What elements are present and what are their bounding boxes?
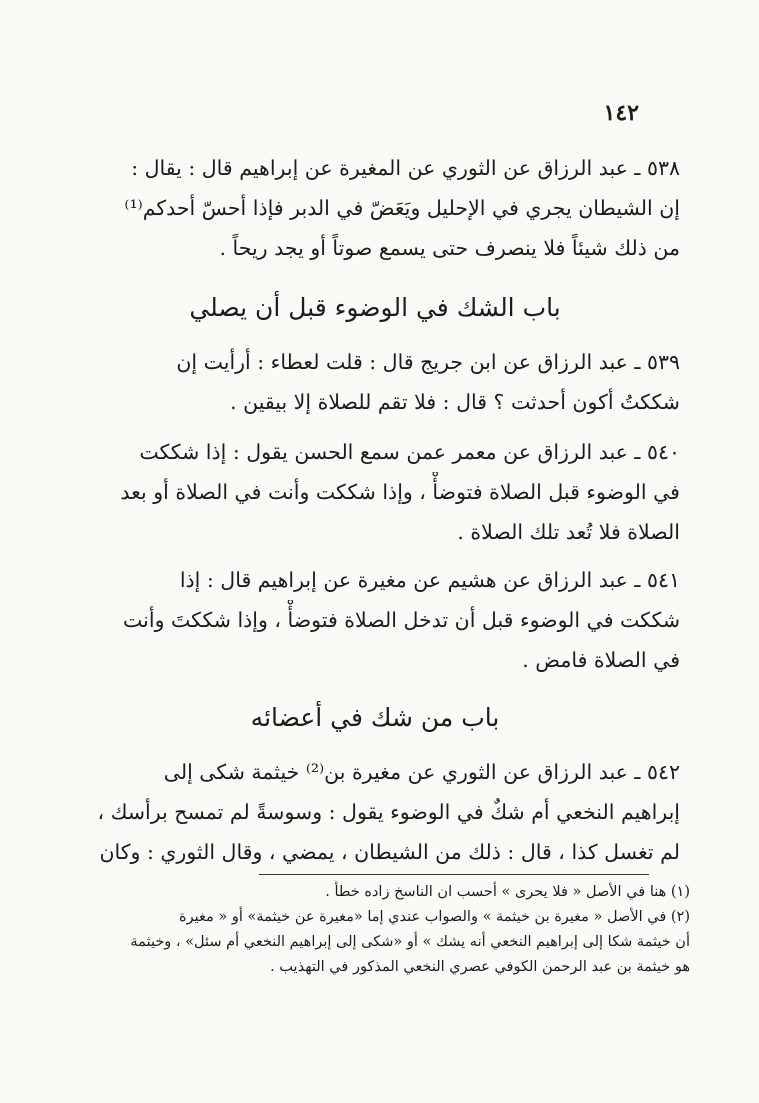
- paragraph-line: ٥٤١ ـ عبد الرزاق عن هشيم عن مغيرة عن إبراهيم قال : إذا: [179, 568, 680, 592]
- section-heading-doubt-in-limbs: باب من شك في أعضائه: [250, 703, 500, 732]
- paragraph-line: شككت في الوضوء قبل أن تدخل الصلاة فتوضأْ ، وإذا شككتَ وأنت: [123, 608, 680, 632]
- footnote-divider: [259, 874, 649, 875]
- paragraph-line: إبراهيم النخعي أم شكٌ في الوضوء يقول : وسوسةً لم تمسح برأسك ،: [97, 800, 680, 824]
- paragraph-line: في الصلاة فامض .: [522, 648, 680, 672]
- paragraph-line: ٥٤٢ ـ عبد الرزاق عن الثوري عن مغيرة بن⁽²⁾ خيثمة شكى إلى: [163, 760, 680, 784]
- paragraph-line: إن الشيطان يجري في الإحليل ويَعَضّ في الدبر فإذا أحسّ أحدكم⁽¹⁾: [124, 196, 680, 220]
- paragraph-line: ٥٣٨ ـ عبد الرزاق عن الثوري عن المغيرة عن إبراهيم قال : يقال :: [131, 156, 680, 180]
- footnote-line: (١) هنا في الأصل « فلا يحرى » أحسب ان الناسخ زاده خطأً .: [325, 884, 690, 900]
- footnote-line: أن خيثمة شكا إلى إبراهيم النخعي أنه يشك » أو «شكى إلى إبراهيم النخعي أم سئل» ، وخيثمة: [130, 934, 690, 950]
- page-number: ١٤٢: [603, 100, 639, 126]
- paragraph-line: شككتُ أكون أحدثت ؟ قال : فلا تقم للصلاة إلا بيقين .: [230, 390, 680, 414]
- paragraph-539: [70, 342, 680, 422]
- paragraph-line: من ذلك شيئاً فلا ينصرف حتى يسمع صوتاً أو يجد ريحاً .: [219, 236, 680, 260]
- paragraph-line: الصلاة فلا تُعد تلك الصلاة .: [457, 520, 680, 544]
- paragraph-542: [70, 752, 680, 872]
- footnotes: [70, 880, 690, 980]
- paragraph-538: [70, 148, 680, 268]
- footnote-line: (٢) في الأصل « مغيرة بن خيثمة » والصواب عندي إما «مغيرة عن خيثمة» أو « مغيرة: [179, 909, 690, 925]
- paragraph-line: ٥٤٠ ـ عبد الرزاق عن معمر عمن سمع الحسن يقول : إذا شككت: [139, 440, 680, 464]
- footnote-line: هو خيثمة بن عبد الرحمن الكوفي عصري النخعي المذكور في التهذيب .: [270, 959, 690, 975]
- paragraph-541: [70, 560, 680, 680]
- section-heading-doubt-in-wudu: باب الشك في الوضوء قبل أن يصلي: [189, 293, 561, 322]
- paragraph-line: ٥٣٩ ـ عبد الرزاق عن ابن جريج قال : قلت لعطاء : أرأيت إن: [176, 350, 680, 374]
- paragraph-540: [70, 432, 680, 552]
- paragraph-line: في الوضوء قبل الصلاة فتوضأْ ، وإذا شككت وأنت في الصلاة أو بعد: [120, 480, 680, 504]
- paragraph-line: لم تغسل كذا ، قال : ذلك من الشيطان ، يمضي ، وقال الثوري : وكان: [99, 840, 680, 864]
